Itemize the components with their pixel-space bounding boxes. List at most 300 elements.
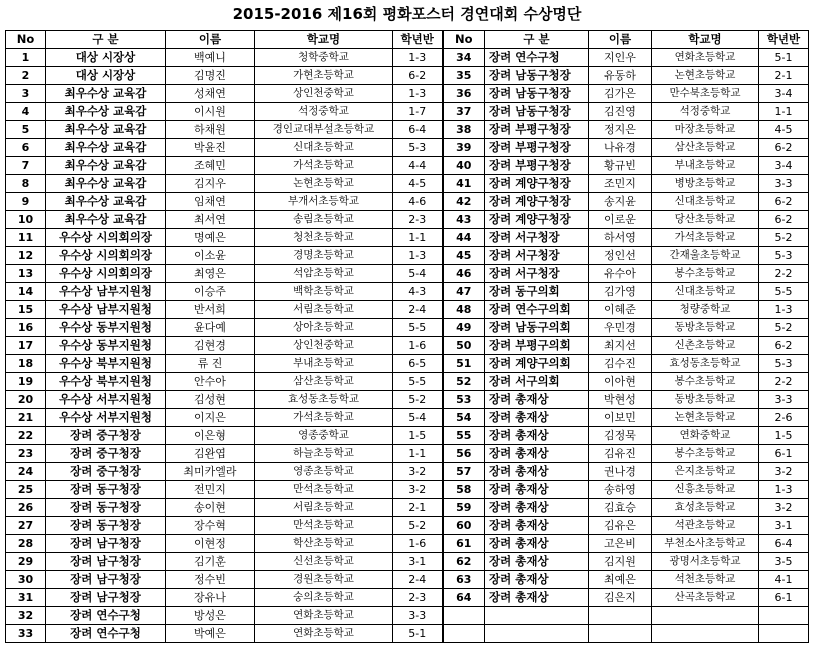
row-name: 송하영 xyxy=(589,481,652,499)
table-row xyxy=(6,373,809,391)
row-name: 이승주 xyxy=(166,283,255,301)
row-no: 64 xyxy=(443,589,485,607)
row-grade: 3-1 xyxy=(393,553,443,571)
row-school: 석천초등학교 xyxy=(652,571,759,589)
row-category: 장려 서구청장 xyxy=(485,229,589,247)
row-category: 최우수상 교육감 xyxy=(46,121,166,139)
row-category: 장려 계양구청장 xyxy=(485,211,589,229)
row-school: 숭의초등학교 xyxy=(255,589,393,607)
row-no: 15 xyxy=(6,301,46,319)
row-category: 장려 남구청장 xyxy=(46,571,166,589)
row-name: 유수아 xyxy=(589,265,652,283)
row-grade: 6-4 xyxy=(759,535,809,553)
table-row xyxy=(6,103,809,121)
table-row xyxy=(6,175,809,193)
row-category: 장려 총재상 xyxy=(485,427,589,445)
row-grade: 2-1 xyxy=(393,499,443,517)
row-grade: 5-2 xyxy=(759,229,809,247)
row-category: 최우수상 교육감 xyxy=(46,211,166,229)
row-name xyxy=(589,607,652,625)
row-school: 학산초등학교 xyxy=(255,535,393,553)
row-school: 동방초등학교 xyxy=(652,319,759,337)
row-school: 청학중학교 xyxy=(255,49,393,67)
table-row xyxy=(6,355,809,373)
row-grade: 3-3 xyxy=(393,607,443,625)
row-no: 42 xyxy=(443,193,485,211)
row-school: 신선초등학교 xyxy=(255,553,393,571)
row-grade: 2-3 xyxy=(393,211,443,229)
row-no: 13 xyxy=(6,265,46,283)
row-no: 43 xyxy=(443,211,485,229)
row-grade: 1-5 xyxy=(393,427,443,445)
row-name: 성채연 xyxy=(166,85,255,103)
table-row xyxy=(6,337,809,355)
row-category: 대상 시장상 xyxy=(46,67,166,85)
row-no xyxy=(443,607,485,625)
row-no: 8 xyxy=(6,175,46,193)
row-no: 44 xyxy=(443,229,485,247)
row-grade: 5-4 xyxy=(393,265,443,283)
row-grade xyxy=(759,607,809,625)
row-category: 장려 부평구청장 xyxy=(485,157,589,175)
row-name: 조민지 xyxy=(589,175,652,193)
row-name: 김성현 xyxy=(166,391,255,409)
row-grade: 5-1 xyxy=(759,49,809,67)
row-no: 36 xyxy=(443,85,485,103)
row-school: 효성동초등학교 xyxy=(255,391,393,409)
row-grade: 4-6 xyxy=(393,193,443,211)
row-grade: 4-4 xyxy=(393,157,443,175)
row-grade: 1-3 xyxy=(759,481,809,499)
row-name: 이혜준 xyxy=(589,301,652,319)
row-category: 장려 서구청장 xyxy=(485,265,589,283)
row-name: 최예은 xyxy=(589,571,652,589)
row-name: 이아현 xyxy=(589,373,652,391)
row-grade: 3-3 xyxy=(759,175,809,193)
row-category: 장려 총재상 xyxy=(485,499,589,517)
row-category: 장려 부평구청장 xyxy=(485,139,589,157)
row-category: 장려 서구청장 xyxy=(485,247,589,265)
table-row xyxy=(6,517,809,535)
row-no: 17 xyxy=(6,337,46,355)
row-grade: 2-2 xyxy=(759,373,809,391)
row-name: 명예은 xyxy=(166,229,255,247)
row-school: 병방초등학교 xyxy=(652,175,759,193)
table-row xyxy=(6,481,809,499)
row-no: 28 xyxy=(6,535,46,553)
row-no: 48 xyxy=(443,301,485,319)
row-school: 부내초등학교 xyxy=(255,355,393,373)
row-category: 장려 계양구의회 xyxy=(485,355,589,373)
row-name: 임채연 xyxy=(166,193,255,211)
row-grade: 3-2 xyxy=(393,463,443,481)
row-grade: 5-3 xyxy=(759,355,809,373)
row-category: 우수상 시의회의장 xyxy=(46,265,166,283)
row-name: 이보민 xyxy=(589,409,652,427)
row-school: 부천소사초등학교 xyxy=(652,535,759,553)
row-name: 김지우 xyxy=(166,175,255,193)
row-grade: 5-2 xyxy=(393,391,443,409)
row-school: 논현초등학교 xyxy=(255,175,393,193)
row-school: 신흥초등학교 xyxy=(652,481,759,499)
row-school: 만석초등학교 xyxy=(255,481,393,499)
row-no: 50 xyxy=(443,337,485,355)
award-table xyxy=(5,30,809,643)
row-name: 하채원 xyxy=(166,121,255,139)
row-school: 산곡초등학교 xyxy=(652,589,759,607)
row-school: 가현초등학교 xyxy=(255,67,393,85)
row-grade: 6-2 xyxy=(393,67,443,85)
row-grade: 6-2 xyxy=(759,337,809,355)
row-school: 간재울초등학교 xyxy=(652,247,759,265)
row-grade: 6-2 xyxy=(759,211,809,229)
header-row xyxy=(6,31,809,49)
row-name: 김가은 xyxy=(589,85,652,103)
row-no: 7 xyxy=(6,157,46,175)
row-grade: 1-3 xyxy=(393,247,443,265)
row-school: 연화초등학교 xyxy=(255,625,393,643)
row-no: 38 xyxy=(443,121,485,139)
row-grade: 3-2 xyxy=(759,463,809,481)
row-category: 장려 남구청장 xyxy=(46,535,166,553)
row-school: 은지초등학교 xyxy=(652,463,759,481)
row-grade xyxy=(759,625,809,643)
row-category: 장려 중구청장 xyxy=(46,445,166,463)
row-no: 18 xyxy=(6,355,46,373)
row-no: 29 xyxy=(6,553,46,571)
row-grade: 2-4 xyxy=(393,301,443,319)
row-no: 27 xyxy=(6,517,46,535)
row-no: 53 xyxy=(443,391,485,409)
row-school: 신대초등학교 xyxy=(255,139,393,157)
row-name: 최영은 xyxy=(166,265,255,283)
row-no: 9 xyxy=(6,193,46,211)
row-grade: 1-3 xyxy=(759,301,809,319)
row-category: 장려 남동구청장 xyxy=(485,67,589,85)
table-row xyxy=(6,391,809,409)
row-grade: 3-2 xyxy=(393,481,443,499)
row-grade: 6-2 xyxy=(759,139,809,157)
row-name: 지인우 xyxy=(589,49,652,67)
row-no: 33 xyxy=(6,625,46,643)
row-category: 장려 동구청장 xyxy=(46,499,166,517)
row-school: 가석초등학교 xyxy=(652,229,759,247)
row-category: 장려 계양구청장 xyxy=(485,193,589,211)
row-name: 장유나 xyxy=(166,589,255,607)
row-category: 장려 총재상 xyxy=(485,409,589,427)
row-school: 부내초등학교 xyxy=(652,157,759,175)
row-no xyxy=(443,625,485,643)
row-school: 연화중학교 xyxy=(652,427,759,445)
row-name: 백예니 xyxy=(166,49,255,67)
row-category: 우수상 남부지원청 xyxy=(46,301,166,319)
row-no: 3 xyxy=(6,85,46,103)
row-category: 장려 총재상 xyxy=(485,589,589,607)
row-grade: 2-1 xyxy=(759,67,809,85)
row-name: 김정묵 xyxy=(589,427,652,445)
row-no: 49 xyxy=(443,319,485,337)
row-grade: 1-3 xyxy=(393,85,443,103)
row-school: 동방초등학교 xyxy=(652,391,759,409)
row-name: 나유경 xyxy=(589,139,652,157)
row-no: 60 xyxy=(443,517,485,535)
row-grade: 5-5 xyxy=(393,373,443,391)
row-name: 김진영 xyxy=(589,103,652,121)
row-name: 김유은 xyxy=(589,517,652,535)
row-name: 김효승 xyxy=(589,499,652,517)
row-grade: 5-5 xyxy=(393,319,443,337)
row-no: 23 xyxy=(6,445,46,463)
row-school: 가석초등학교 xyxy=(255,157,393,175)
row-school: 하늘초등학교 xyxy=(255,445,393,463)
row-grade: 4-5 xyxy=(393,175,443,193)
row-grade: 2-2 xyxy=(759,265,809,283)
row-school: 석관초등학교 xyxy=(652,517,759,535)
row-no: 12 xyxy=(6,247,46,265)
row-no: 47 xyxy=(443,283,485,301)
row-category: 우수상 시의회의장 xyxy=(46,247,166,265)
row-grade: 4-5 xyxy=(759,121,809,139)
row-grade: 1-6 xyxy=(393,337,443,355)
table-row xyxy=(6,427,809,445)
row-category: 최우수상 교육감 xyxy=(46,139,166,157)
col-category-header: 구 분 xyxy=(46,31,166,49)
table-row xyxy=(6,571,809,589)
row-category: 장려 총재상 xyxy=(485,463,589,481)
row-name: 김현경 xyxy=(166,337,255,355)
row-no: 21 xyxy=(6,409,46,427)
row-no: 20 xyxy=(6,391,46,409)
row-category: 장려 동구청장 xyxy=(46,481,166,499)
row-school: 경명초등학교 xyxy=(255,247,393,265)
row-school: 상인천중학교 xyxy=(255,85,393,103)
row-grade: 1-1 xyxy=(759,103,809,121)
row-no: 30 xyxy=(6,571,46,589)
row-school: 만수북초등학교 xyxy=(652,85,759,103)
row-name: 김기훈 xyxy=(166,553,255,571)
row-no: 55 xyxy=(443,427,485,445)
table-row xyxy=(6,499,809,517)
row-school: 논현초등학교 xyxy=(652,409,759,427)
row-name: 김명진 xyxy=(166,67,255,85)
row-grade: 1-7 xyxy=(393,103,443,121)
row-no: 26 xyxy=(6,499,46,517)
row-no: 19 xyxy=(6,373,46,391)
row-school: 광명서초등학교 xyxy=(652,553,759,571)
row-school: 영종초등학교 xyxy=(255,463,393,481)
row-grade: 3-5 xyxy=(759,553,809,571)
row-name: 김수진 xyxy=(589,355,652,373)
table-row xyxy=(6,319,809,337)
row-no: 22 xyxy=(6,427,46,445)
col-school-header: 학교명 xyxy=(652,31,759,49)
row-name: 반서희 xyxy=(166,301,255,319)
row-name: 김가영 xyxy=(589,283,652,301)
row-school: 신대초등학교 xyxy=(652,283,759,301)
row-no: 62 xyxy=(443,553,485,571)
row-grade: 2-4 xyxy=(393,571,443,589)
table-row xyxy=(6,193,809,211)
table-row xyxy=(6,301,809,319)
row-no: 1 xyxy=(6,49,46,67)
row-name: 김지원 xyxy=(589,553,652,571)
row-category: 최우수상 교육감 xyxy=(46,193,166,211)
table-row xyxy=(6,157,809,175)
row-no: 10 xyxy=(6,211,46,229)
row-school: 송림초등학교 xyxy=(255,211,393,229)
row-no: 35 xyxy=(443,67,485,85)
col-grade-header: 학년반 xyxy=(393,31,443,49)
row-category: 장려 총재상 xyxy=(485,445,589,463)
table-row xyxy=(6,49,809,67)
row-category: 장려 중구청장 xyxy=(46,463,166,481)
table-row xyxy=(6,607,809,625)
row-no: 61 xyxy=(443,535,485,553)
row-grade: 6-1 xyxy=(759,589,809,607)
row-category: 우수상 남부지원청 xyxy=(46,283,166,301)
row-no: 45 xyxy=(443,247,485,265)
row-no: 5 xyxy=(6,121,46,139)
row-school: 청량중학교 xyxy=(652,301,759,319)
row-category: 장려 남동구청장 xyxy=(485,103,589,121)
row-category: 장려 연수구청 xyxy=(485,49,589,67)
row-category: 장려 남구청장 xyxy=(46,553,166,571)
row-category: 장려 연수구청 xyxy=(46,625,166,643)
row-school: 서림초등학교 xyxy=(255,499,393,517)
row-grade: 1-3 xyxy=(393,49,443,67)
row-category: 최우수상 교육감 xyxy=(46,103,166,121)
row-no: 57 xyxy=(443,463,485,481)
row-category: 장려 부평구의회 xyxy=(485,337,589,355)
col-name-header: 이름 xyxy=(589,31,652,49)
row-school: 삼산초등학교 xyxy=(255,373,393,391)
row-school: 부개서초등학교 xyxy=(255,193,393,211)
row-school: 만석초등학교 xyxy=(255,517,393,535)
row-no: 11 xyxy=(6,229,46,247)
row-grade: 2-3 xyxy=(393,589,443,607)
table-row xyxy=(6,265,809,283)
row-grade: 1-5 xyxy=(759,427,809,445)
row-grade: 2-6 xyxy=(759,409,809,427)
row-school: 연화초등학교 xyxy=(652,49,759,67)
row-category: 장려 부평구청장 xyxy=(485,121,589,139)
row-category: 장려 남구청장 xyxy=(46,589,166,607)
col-no-header: No xyxy=(443,31,485,49)
row-no: 51 xyxy=(443,355,485,373)
row-name: 안수아 xyxy=(166,373,255,391)
row-school: 마장초등학교 xyxy=(652,121,759,139)
row-school: 신대초등학교 xyxy=(652,193,759,211)
row-no: 25 xyxy=(6,481,46,499)
row-no: 59 xyxy=(443,499,485,517)
table-row xyxy=(6,67,809,85)
row-category: 장려 연수구의회 xyxy=(485,301,589,319)
row-school: 서림초등학교 xyxy=(255,301,393,319)
row-school: 영종중학교 xyxy=(255,427,393,445)
row-name xyxy=(589,625,652,643)
row-name: 정인선 xyxy=(589,247,652,265)
row-name: 송이현 xyxy=(166,499,255,517)
row-name: 장수혁 xyxy=(166,517,255,535)
table-row xyxy=(6,445,809,463)
row-category: 장려 서구의회 xyxy=(485,373,589,391)
row-name: 방성은 xyxy=(166,607,255,625)
row-grade: 5-5 xyxy=(759,283,809,301)
row-name: 전민지 xyxy=(166,481,255,499)
row-grade: 3-4 xyxy=(759,157,809,175)
row-grade: 5-3 xyxy=(759,247,809,265)
row-category xyxy=(485,607,589,625)
row-category: 우수상 시의회의장 xyxy=(46,229,166,247)
row-grade: 5-3 xyxy=(393,139,443,157)
table-row xyxy=(6,229,809,247)
row-school: 삼산초등학교 xyxy=(652,139,759,157)
row-name: 황규빈 xyxy=(589,157,652,175)
row-school: 봉수초등학교 xyxy=(652,373,759,391)
row-grade: 6-1 xyxy=(759,445,809,463)
row-grade: 6-5 xyxy=(393,355,443,373)
row-category: 장려 계양구청장 xyxy=(485,175,589,193)
row-name: 하서영 xyxy=(589,229,652,247)
row-grade: 4-1 xyxy=(759,571,809,589)
row-category: 장려 남동구의회 xyxy=(485,319,589,337)
table-row xyxy=(6,553,809,571)
row-name: 유동하 xyxy=(589,67,652,85)
row-no: 37 xyxy=(443,103,485,121)
row-grade: 6-2 xyxy=(759,193,809,211)
row-category: 우수상 서부지원청 xyxy=(46,391,166,409)
col-no-header: No xyxy=(6,31,46,49)
row-category: 장려 총재상 xyxy=(485,481,589,499)
row-category xyxy=(485,625,589,643)
row-grade: 1-6 xyxy=(393,535,443,553)
row-name: 류 진 xyxy=(166,355,255,373)
row-no: 32 xyxy=(6,607,46,625)
row-no: 31 xyxy=(6,589,46,607)
row-category: 최우수상 교육감 xyxy=(46,175,166,193)
row-school: 석암초등학교 xyxy=(255,265,393,283)
row-name: 이로운 xyxy=(589,211,652,229)
row-name: 김유진 xyxy=(589,445,652,463)
table-row xyxy=(6,85,809,103)
row-grade: 1-1 xyxy=(393,229,443,247)
row-no: 14 xyxy=(6,283,46,301)
row-no: 63 xyxy=(443,571,485,589)
row-category: 장려 총재상 xyxy=(485,517,589,535)
table-row xyxy=(6,625,809,643)
row-name: 이소윤 xyxy=(166,247,255,265)
row-school: 석정중학교 xyxy=(652,103,759,121)
row-category: 장려 연수구청 xyxy=(46,607,166,625)
row-school: 백학초등학교 xyxy=(255,283,393,301)
row-name: 정수빈 xyxy=(166,571,255,589)
row-school: 상아초등학교 xyxy=(255,319,393,337)
row-grade: 5-2 xyxy=(393,517,443,535)
row-no: 46 xyxy=(443,265,485,283)
row-no: 24 xyxy=(6,463,46,481)
row-no: 54 xyxy=(443,409,485,427)
row-name: 박윤진 xyxy=(166,139,255,157)
row-name: 고은비 xyxy=(589,535,652,553)
table-row xyxy=(6,121,809,139)
row-school xyxy=(652,625,759,643)
row-name: 최지선 xyxy=(589,337,652,355)
page-title: 2015-2016 제16회 평화포스터 경연대회 수상명단 xyxy=(232,5,582,23)
row-category: 장려 총재상 xyxy=(485,535,589,553)
row-name: 박현성 xyxy=(589,391,652,409)
row-name: 권나경 xyxy=(589,463,652,481)
row-name: 조혜민 xyxy=(166,157,255,175)
